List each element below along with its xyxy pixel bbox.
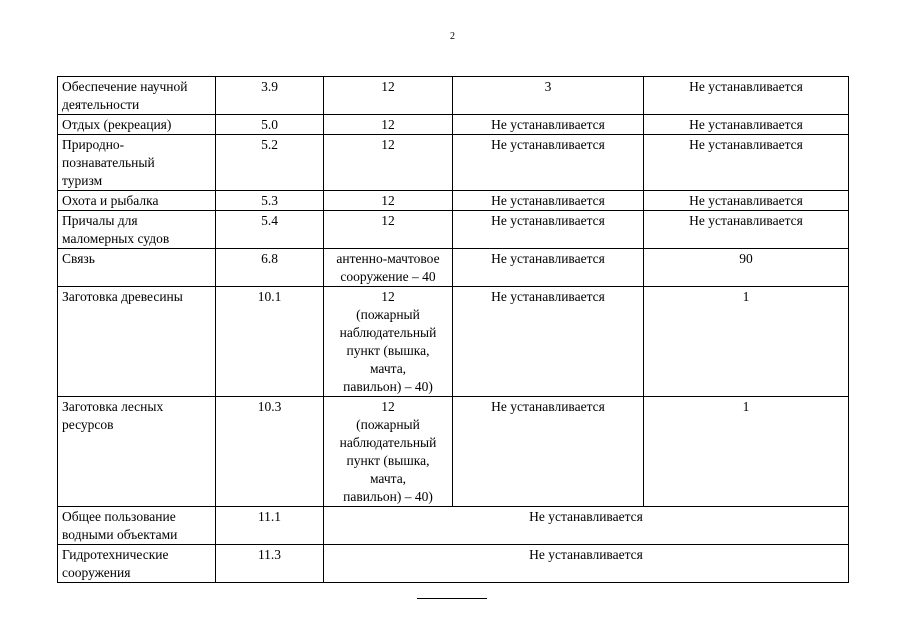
use-name-cell: Общее пользование водными объектами: [58, 507, 216, 545]
use-code-cell: 10.1: [216, 287, 324, 397]
use-name-cell: Охота и рыбалка: [58, 191, 216, 211]
table-row: [58, 507, 849, 545]
build-param-cell: Не устанавливается: [453, 397, 644, 507]
use-code-cell: 3.9: [216, 77, 324, 115]
table-row: [58, 77, 849, 115]
use-code-cell: 5.4: [216, 211, 324, 249]
use-name-cell: Отдых (рекреация): [58, 115, 216, 135]
build-param-cell: 3: [453, 77, 644, 115]
page-number: 2: [450, 31, 455, 42]
percent-cell: Не устанавливается: [644, 135, 849, 191]
percent-cell: Не устанавливается: [644, 191, 849, 211]
percent-cell: 1: [644, 287, 849, 397]
max-height-cell: 12: [324, 77, 453, 115]
use-name-cell: Природно- познавательный туризм: [58, 135, 216, 191]
table-row: [58, 115, 849, 135]
use-name-cell: Гидротехнические сооружения: [58, 545, 216, 583]
max-height-cell: 12: [324, 211, 453, 249]
build-param-cell: Не устанавливается: [453, 191, 644, 211]
table-row: [58, 545, 849, 583]
table-row: [58, 211, 849, 249]
max-height-cell: 12 (пожарный наблюдательный пункт (вышка, мачта, павильон) – 40): [324, 397, 453, 507]
use-name-cell: Заготовка лесных ресурсов: [58, 397, 216, 507]
max-height-cell: 12: [324, 115, 453, 135]
build-param-cell: Не устанавливается: [453, 287, 644, 397]
percent-cell: 90: [644, 249, 849, 287]
table-row: [58, 135, 849, 191]
percent-cell: Не устанавливается: [644, 211, 849, 249]
table-row: [58, 191, 849, 211]
table-row: [58, 397, 849, 507]
use-name-cell: Связь: [58, 249, 216, 287]
use-code-cell: 5.2: [216, 135, 324, 191]
percent-cell: 1: [644, 397, 849, 507]
use-name-cell: Заготовка древесины: [58, 287, 216, 397]
zoning-table: [57, 76, 849, 583]
use-name-cell: Обеспечение научной деятельности: [58, 77, 216, 115]
use-code-cell: 11.1: [216, 507, 324, 545]
table-row: [58, 287, 849, 397]
build-param-cell: Не устанавливается: [453, 249, 644, 287]
footer-divider: [417, 598, 487, 599]
max-height-cell: антенно-мачтовое сооружение – 40: [324, 249, 453, 287]
build-param-cell: Не устанавливается: [453, 135, 644, 191]
use-code-cell: 5.3: [216, 191, 324, 211]
max-height-cell: 12 (пожарный наблюдательный пункт (вышка, мачта, павильон) – 40): [324, 287, 453, 397]
use-code-cell: 6.8: [216, 249, 324, 287]
max-height-cell: 12: [324, 135, 453, 191]
merged-params-cell: Не устанавливается: [324, 507, 849, 545]
merged-params-cell: Не устанавливается: [324, 545, 849, 583]
use-code-cell: 10.3: [216, 397, 324, 507]
percent-cell: Не устанавливается: [644, 115, 849, 135]
use-name-cell: Причалы для маломерных судов: [58, 211, 216, 249]
use-code-cell: 11.3: [216, 545, 324, 583]
table-row: [58, 249, 849, 287]
build-param-cell: Не устанавливается: [453, 115, 644, 135]
use-code-cell: 5.0: [216, 115, 324, 135]
percent-cell: Не устанавливается: [644, 77, 849, 115]
max-height-cell: 12: [324, 191, 453, 211]
build-param-cell: Не устанавливается: [453, 211, 644, 249]
